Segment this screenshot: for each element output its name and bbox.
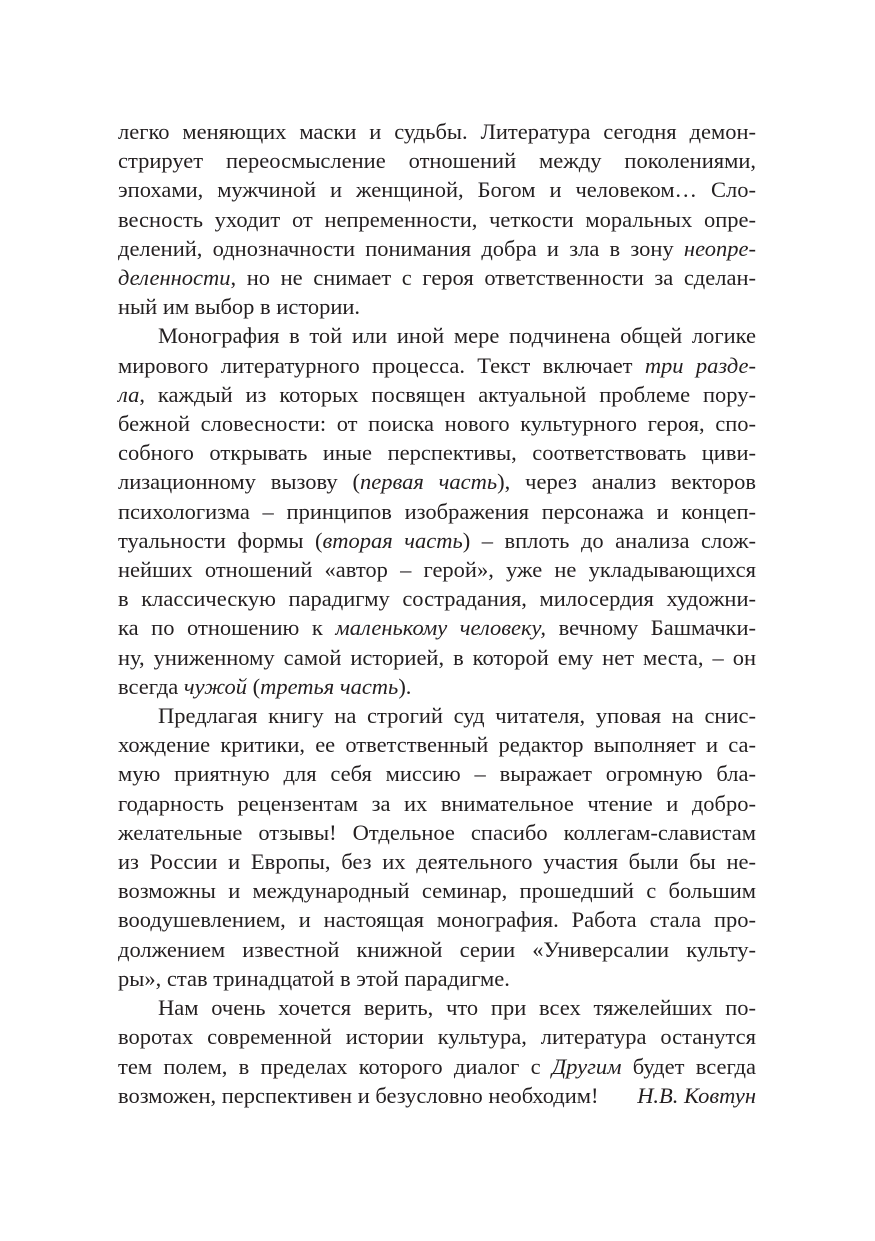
text-run: воротах современной истории культура, литература останутся (118, 1024, 756, 1050)
text-line (118, 117, 756, 146)
text-run: стрирует переосмысление отношений между поколениями, (118, 148, 756, 174)
text-run: мую приятную для себя миссию – выражает огромную бла- (118, 761, 756, 787)
text-line (118, 351, 756, 380)
italic-text: маленькому человеку, (335, 615, 547, 641)
text-run: всегда (118, 673, 184, 699)
italic-text: неопре- (683, 235, 756, 261)
text-run: должением известной книжной серии «Универсалии культу- (118, 936, 756, 962)
text-line (118, 847, 756, 876)
text-run: , каждый из которых посвящен актуальной проблеме пору- (139, 381, 756, 407)
text-run: ) – вплоть до анализа слож- (462, 527, 756, 553)
text-run: бежной словесности: от поиска нового культурного героя, спо- (118, 411, 756, 437)
author-signature: Н.В. Ковтун (637, 1083, 756, 1108)
text-run: Нам очень хочется верить, что при всех тяжелейших по- (158, 995, 756, 1021)
text-line (118, 759, 756, 788)
italic-text: три разде- (644, 352, 756, 378)
italic-text: чужой (183, 673, 247, 699)
text-run: хождение критики, ее ответственный редактор выполняет и са- (118, 732, 756, 758)
text-line (118, 555, 756, 584)
italic-text: Другим (551, 1053, 622, 1079)
text-line (118, 789, 756, 818)
text-run: ( (246, 673, 261, 699)
text-run: из России и Европы, без их деятельного участия были бы не- (118, 849, 756, 875)
text-run: собного открывать иные перспективы, соответствовать циви- (118, 440, 756, 466)
text-run: воодушевлением, и настоящая монография. Работа стала про- (118, 907, 756, 933)
text-run: Монография в той или иной мере подчинена общей логике (158, 323, 756, 349)
text-run: ка по отношению к (118, 615, 336, 641)
text-run: возможны и международный семинар, прошедший с большим (118, 878, 756, 904)
text-line (118, 146, 756, 175)
text-line (118, 613, 756, 642)
paragraph-2 (118, 321, 756, 701)
text-line (118, 1052, 756, 1081)
text-line (118, 905, 756, 934)
italic-text: деленности (118, 265, 231, 291)
text-run: ), через анализ векторов (497, 469, 756, 495)
text-run: будет всегда (621, 1053, 756, 1079)
text-run: вечному Башмачки- (546, 615, 756, 641)
text-line (118, 234, 756, 263)
text-line (118, 263, 756, 292)
italic-text: первая часть (359, 469, 498, 495)
text-line (118, 467, 756, 496)
text-run: эпохами, мужчиной и женщиной, Богом и человеком… Сло- (118, 177, 756, 203)
text-run: тем полем, в пределах которого диалог с (118, 1053, 552, 1079)
text-run: ры», став тринадцатой в этой парадигме. (118, 965, 510, 991)
text-run: делений, однозначности понимания добра и зла в зону (118, 235, 684, 261)
text-line (118, 876, 756, 905)
text-line (118, 672, 756, 701)
text-line (118, 321, 756, 350)
text-line (118, 935, 756, 964)
text-run: лизационному вызову ( (118, 469, 360, 495)
text-run: психологизма – принципов изображения персонажа и концеп- (118, 498, 756, 524)
text-run: легко меняющих маски и судьбы. Литература сегодня демон- (118, 119, 756, 144)
text-line (118, 643, 756, 672)
text-line (118, 1022, 756, 1051)
text-line (118, 993, 756, 1022)
text-line (118, 205, 756, 234)
text-run: в классическую парадигму сострадания, милосердия художни- (118, 586, 756, 612)
text-line (118, 497, 756, 526)
text-run: ). (398, 673, 412, 699)
text-run: туальности формы ( (118, 527, 323, 553)
paragraph-3 (118, 701, 756, 993)
text-run: желательные отзывы! Отдельное спасибо коллегам-славистам (118, 819, 756, 845)
text-line (118, 818, 756, 847)
text-line (118, 409, 756, 438)
text-line (118, 380, 756, 409)
text-line (118, 701, 756, 730)
text-run: Предлагая книгу на строгий суд читателя, уповая на снис- (158, 703, 756, 729)
text-line (118, 964, 756, 993)
text-run: годарность рецензентам за их внимательное чтение и добро- (118, 790, 756, 816)
text-run: мирового литературного процесса. Текст включает (118, 352, 645, 378)
italic-text: вторая часть (322, 527, 463, 553)
text-line (118, 292, 756, 321)
page-text-body (118, 117, 756, 1110)
italic-text: ла (118, 381, 140, 407)
italic-text: третья часть (260, 673, 399, 699)
text-line (118, 526, 756, 555)
text-run: , но не снимает с героя ответственности за сделан- (230, 265, 756, 291)
text-run: ну, униженному самой историей, в которой ему нет места, – он (118, 644, 756, 670)
text-run: нейших отношений «автор – герой», уже не укладывающихся (118, 557, 756, 583)
text-line (118, 730, 756, 759)
text-run: весность уходит от непременности, четкости моральных опре- (118, 206, 756, 232)
text-run: возможен, перспективен и безусловно необходим! (118, 1082, 599, 1108)
text-line (118, 438, 756, 467)
text-line (118, 175, 756, 204)
text-line (118, 584, 756, 613)
text-run: ный им выбор в истории. (118, 294, 361, 320)
paragraph-1 (118, 117, 756, 321)
